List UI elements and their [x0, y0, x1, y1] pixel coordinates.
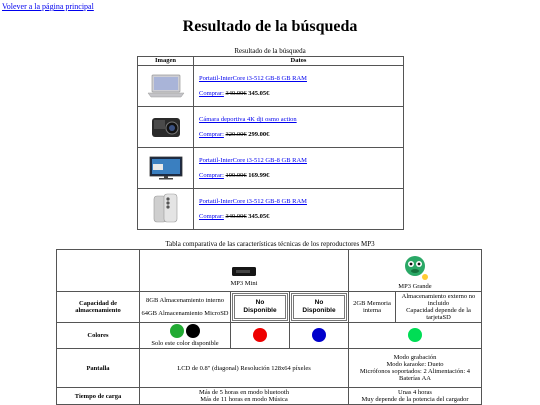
empty-corner-cell: [57, 250, 140, 292]
mp3-grande-icon: [401, 253, 429, 281]
spec-cell: [396, 292, 482, 323]
table-row: [57, 349, 482, 388]
spec-cell: LCD de 0.8" (diagonal) Resolución 128x64 píxeles: [140, 349, 349, 388]
table-row: [57, 292, 482, 323]
spec-text: Modo grabación: [393, 354, 437, 361]
column-header-image: Imagen: [138, 57, 194, 66]
product-name: MP3 Mini: [230, 280, 258, 287]
product-link[interactable]: Portatil-InterCore i3-512 GB-8 GB RAM: [199, 157, 307, 164]
spec-text: Modo karaoke: Dueto: [386, 361, 444, 368]
product-header-mini: [140, 250, 349, 292]
product-image-cell: [138, 107, 194, 148]
sale-price: 345.05€: [248, 90, 270, 97]
old-price: 320.00€: [225, 131, 247, 138]
old-price: 199.99€: [225, 172, 247, 179]
smartphone-icon: [151, 192, 181, 226]
product-image-cell: [138, 189, 194, 230]
column-header-data: Datos: [194, 57, 404, 66]
spec-cell: [140, 292, 231, 323]
buy-link[interactable]: Comprar:: [199, 90, 224, 97]
page-title: Resultado de la búsqueda: [182, 18, 358, 35]
back-to-home-link[interactable]: Volever a la página principal: [2, 2, 94, 11]
buy-link[interactable]: Comprar:: [199, 131, 224, 138]
color-swatch-green[interactable]: [408, 328, 422, 342]
results-table-caption: Resultado de la búsqueda: [234, 47, 306, 55]
row-header: Tiempo de carga: [57, 388, 140, 405]
product-image-cell: [138, 66, 194, 107]
spec-text: Almacenamiento externo no incluido: [401, 293, 476, 307]
laptop-icon: [147, 74, 185, 98]
spec-cell: [349, 388, 482, 405]
spec-text: Muy depende de la potencia del cargador: [361, 396, 469, 403]
not-available-badge: No Disponible: [291, 293, 347, 321]
product-header-grande: [349, 250, 482, 292]
color-swatch-red[interactable]: [253, 328, 267, 342]
spec-text: Más de 5 horas en modo bluetooth: [199, 389, 289, 396]
product-data-cell: [194, 148, 404, 189]
product-link[interactable]: Portatil-InterCore i3-512 GB-8 GB RAM: [199, 198, 307, 205]
spec-text: Más de 11 horas en modo Música: [200, 396, 288, 403]
product-image-cell: [138, 148, 194, 189]
product-data-cell: [194, 66, 404, 107]
table-row: [138, 107, 404, 148]
product-data-cell: [194, 107, 404, 148]
spec-cell: [140, 388, 349, 405]
product-link[interactable]: Portatil-InterCore i3-512 GB-8 GB RAM: [199, 75, 307, 82]
table-row: [57, 388, 482, 405]
mp3-mini-icon: [230, 262, 258, 278]
old-price: 349.99€: [225, 213, 247, 220]
action-camera-icon: [151, 116, 181, 138]
product-data-cell: [194, 189, 404, 230]
color-note: Solo este color disponible: [151, 340, 219, 347]
spec-cell: [290, 292, 349, 323]
color-cell: [290, 323, 349, 349]
comparison-table-caption: Tabla comparativa de las características técnicas de los reproductores MP3: [165, 240, 375, 248]
spec-text: Capacidad depende de la tarjetaSD: [406, 307, 471, 321]
color-cell: [349, 323, 482, 349]
not-available-badge: No Disponible: [232, 293, 288, 321]
spec-text: Unas 4 horas: [398, 389, 432, 396]
sale-price: 299.00€: [248, 131, 270, 138]
sale-price: 345.05€: [248, 213, 270, 220]
table-row: [138, 148, 404, 189]
product-link[interactable]: Cámara deportiva 4K dji osmo action: [199, 116, 297, 123]
spec-text: 64GB Almacenamiento MicroSD: [141, 310, 229, 317]
spec-cell: [231, 292, 290, 323]
color-cell: [231, 323, 290, 349]
row-header: Colores: [57, 323, 140, 349]
tv-icon: [149, 156, 183, 180]
spec-cell: 2GB Memoria interna: [349, 292, 396, 323]
old-price: 349.99€: [225, 90, 247, 97]
table-row: [57, 323, 482, 349]
color-swatch-black[interactable]: [186, 324, 200, 338]
buy-link[interactable]: Comprar:: [199, 213, 224, 220]
row-header: Pantalla: [57, 349, 140, 388]
results-table: [137, 56, 404, 230]
color-swatch-green[interactable]: [170, 324, 184, 338]
spec-text: 8GB Almacenamiento interno: [146, 297, 224, 304]
product-header-row: [57, 250, 482, 292]
color-cell: [140, 323, 231, 349]
sale-price: 169.99€: [248, 172, 270, 179]
table-row: [138, 189, 404, 230]
spec-text: Micrófonos soportados: 2 Alimentación: 4 Baterías AA: [359, 368, 471, 382]
color-swatch-blue[interactable]: [312, 328, 326, 342]
comparison-table: [56, 249, 482, 405]
row-header: Capacidad de almacenamiento: [57, 292, 140, 323]
buy-link[interactable]: Comprar:: [199, 172, 224, 179]
table-row: [138, 66, 404, 107]
product-name: MP3 Grande: [398, 283, 432, 290]
spec-cell: [349, 349, 482, 388]
